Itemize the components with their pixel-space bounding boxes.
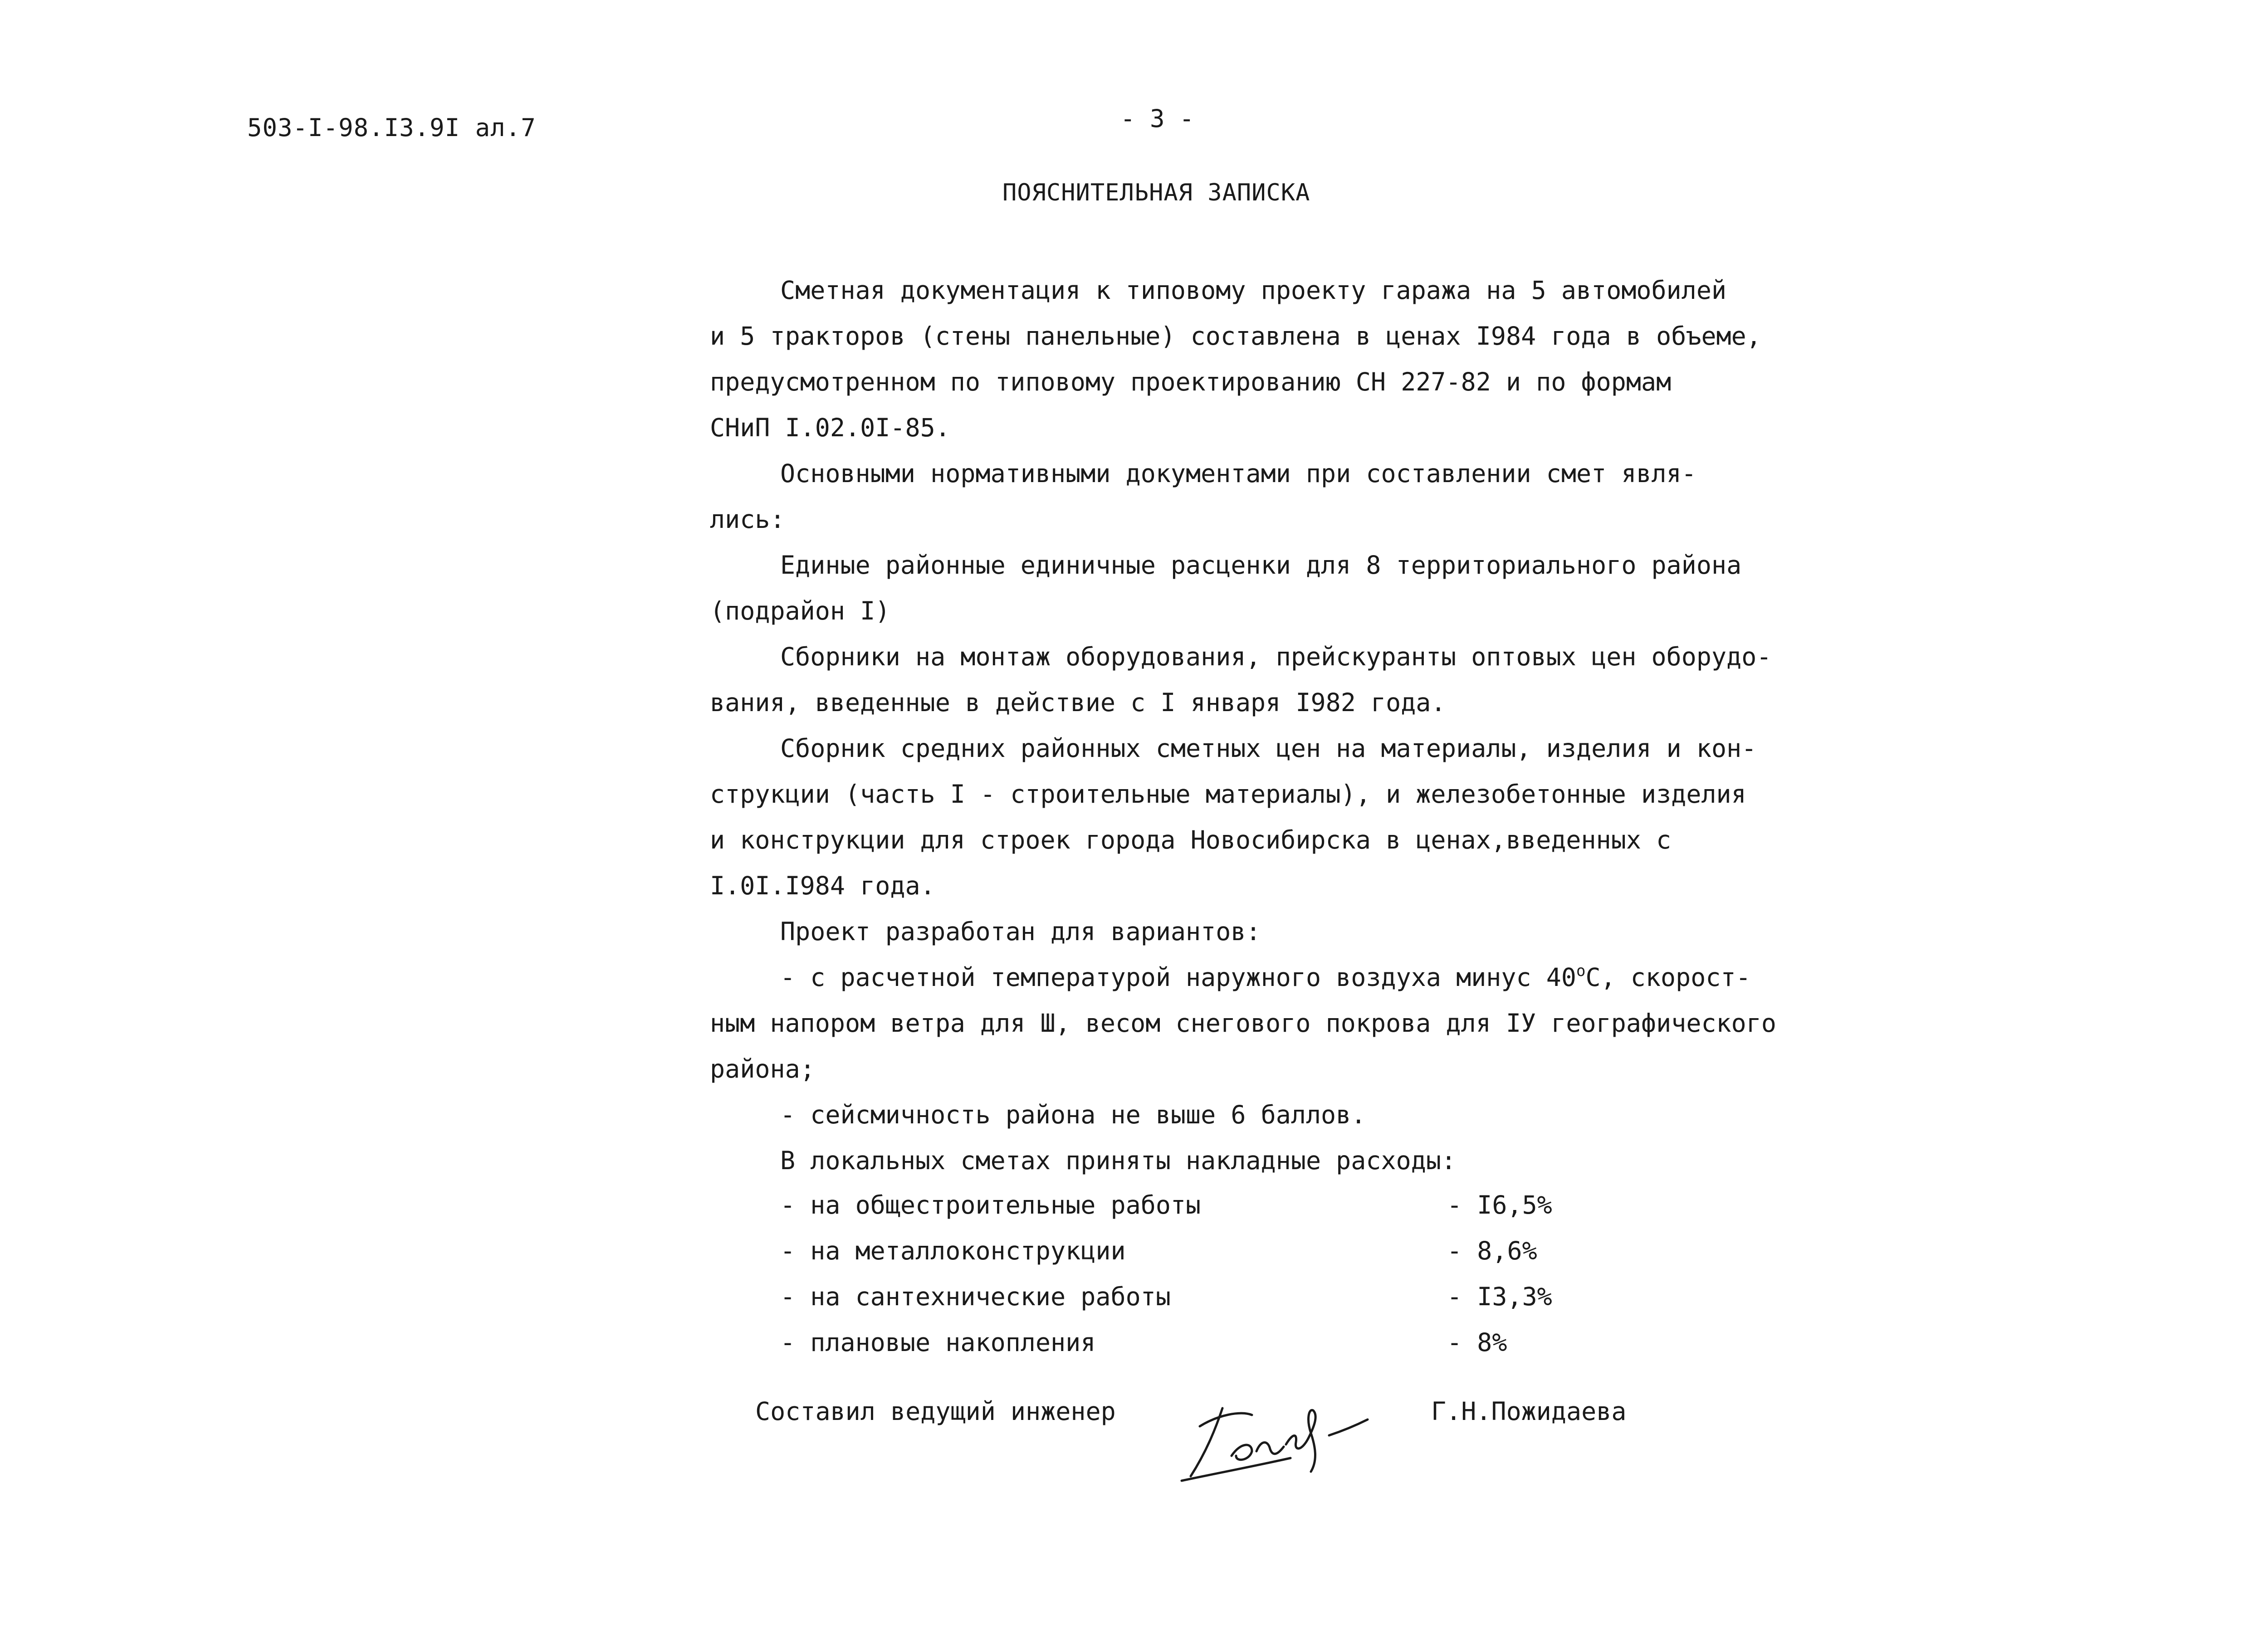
variant-temperature-prefix: - с расчетной температурой наружного воздуха минус 40 xyxy=(780,963,1576,992)
overhead-value: - I3,3% xyxy=(1447,1282,1552,1311)
document-code: 503-I-98.I3.9I ал.7 xyxy=(247,113,536,142)
paragraph-line: лись: xyxy=(710,505,785,534)
overhead-value: - 8,6% xyxy=(1447,1236,1537,1265)
overhead-label: - на общестроительные работы xyxy=(780,1190,1201,1219)
signature-label: Составил ведущий инженер xyxy=(755,1397,1116,1426)
overheads-list xyxy=(780,1182,1597,1366)
paragraph-line: Сметная документация к типовому проекту гаража на 5 автомобилей xyxy=(780,276,1727,305)
overheads-intro: В локальных сметах приняты накладные расходы: xyxy=(780,1146,1457,1175)
paragraph-line: Основными нормативными документами при составлении смет явля- xyxy=(780,459,1696,488)
paragraph-line: Сборники на монтаж оборудования, прейскуранты оптовых цен оборудо- xyxy=(780,642,1772,671)
handwritten-signature xyxy=(1173,1383,1381,1501)
document-body xyxy=(710,268,1777,1184)
paragraph-line: струкции (часть I - строительные материалы), и железобетонные изделия xyxy=(710,780,1746,809)
variant-seismic-line: - сейсмичность района не выше 6 баллов. xyxy=(780,1100,1366,1129)
paragraph-line: Единые районные единичные расценки для 8 территориального района xyxy=(780,551,1742,580)
paragraph-line: района; xyxy=(710,1054,815,1083)
paragraph-line: (подрайон I) xyxy=(710,596,890,625)
signature-block xyxy=(755,1397,1640,1488)
paragraph-line: и 5 тракторов (стены панельные) составлена в ценах I984 года в объеме, xyxy=(710,322,1761,351)
paragraph-line: ным напором ветра для Ш, весом снегового покрова для IУ географического xyxy=(710,1009,1777,1038)
overhead-value: - I6,5% xyxy=(1447,1190,1552,1219)
overhead-label: - плановые накопления xyxy=(780,1328,1096,1357)
paragraph-line: и конструкции для строек города Новосибирска в ценах,введенных с xyxy=(710,825,1672,854)
overhead-row xyxy=(780,1274,1597,1320)
paragraph-line: СНиП I.02.0I-85. xyxy=(710,413,950,442)
overhead-row xyxy=(780,1320,1597,1366)
overhead-label: - на металлоконструкции xyxy=(780,1236,1126,1265)
overhead-row xyxy=(780,1228,1597,1274)
paragraph-line: Сборник средних районных сметных цен на материалы, изделия и кон- xyxy=(780,734,1757,763)
overhead-label: - на сантехнические работы xyxy=(780,1282,1171,1311)
paragraph-line: вания, введенные в действие с I января I982 года. xyxy=(710,688,1446,717)
variant-temperature-line xyxy=(710,955,1751,1000)
paragraph-line: предусмотренном по типовому проектированию СН 227-82 и по формам xyxy=(710,367,1672,396)
document-title: ПОЯСНИТЕЛЬНАЯ ЗАПИСКА xyxy=(1002,179,1310,206)
overhead-row xyxy=(780,1182,1597,1228)
paragraph-line: I.0I.I984 года. xyxy=(710,871,935,900)
page-number: - 3 - xyxy=(1120,104,1194,133)
signatory-name: Г.Н.Пожидаева xyxy=(1431,1397,1627,1426)
overhead-value: - 8% xyxy=(1447,1328,1507,1357)
degree-mark: о xyxy=(1576,962,1586,980)
variant-temperature-suffix: С, скорост- xyxy=(1585,963,1751,992)
paragraph-line: Проект разработан для вариантов: xyxy=(780,917,1261,946)
